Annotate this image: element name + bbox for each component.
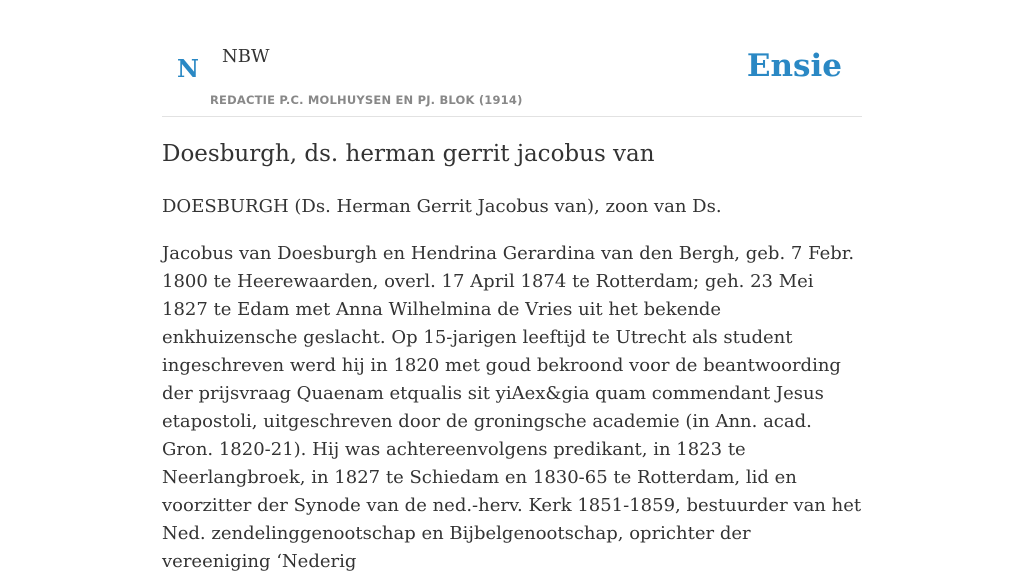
book-subtitle: REDACTIE P.C. MOLHUYSEN EN PJ. BLOK (1914): [210, 93, 523, 107]
article: [162, 138, 862, 576]
book-title[interactable]: NBW: [222, 46, 270, 67]
article-paragraph: Jacobus van Doesburgh en Hendrina Gerardina van den Bergh, geb. 7 Febr. 1800 te Heerewaarden, overl. 17 April 1874 te Rotterdam; geh. 23 Mei 1827 te Edam met Anna Wilhelmina de Vries uit het bekende enkhuizensche geslacht. Op 15-jarigen leeftijd te Utrecht als student ingeschreven werd hij in 1820 met goud bekroond voor de beantwoording der prijsvraag Quaenam etqualis sit yiAex&gia quam commendant Jesus etapostoli, uitgeschreven door de groningsche academie (in Ann. acad. Gron. 1820-21). Hij was achtereenvolgens predikant, in 1823 te Neerlangbroek, in 1827 te Schiedam en 1830-65 te Rotterdam, lid en voorzitter der Synode van de ned.-herv. Kerk 1851-1859, bestuurder van het Ned. zendelinggenootschap en Bijbelgenootschap, oprichter der vereeniging ‘Nederig: [162, 243, 862, 572]
book-logo-icon: N: [177, 54, 199, 83]
article-title: Doesburgh, ds. herman gerrit jacobus van: [162, 141, 655, 167]
article-paragraph: DOESBURGH (Ds. Herman Gerrit Jacobus van), zoon van Ds.: [162, 196, 722, 217]
site-header: [162, 0, 862, 117]
ensie-logo-link[interactable]: Ensie: [746, 48, 842, 84]
